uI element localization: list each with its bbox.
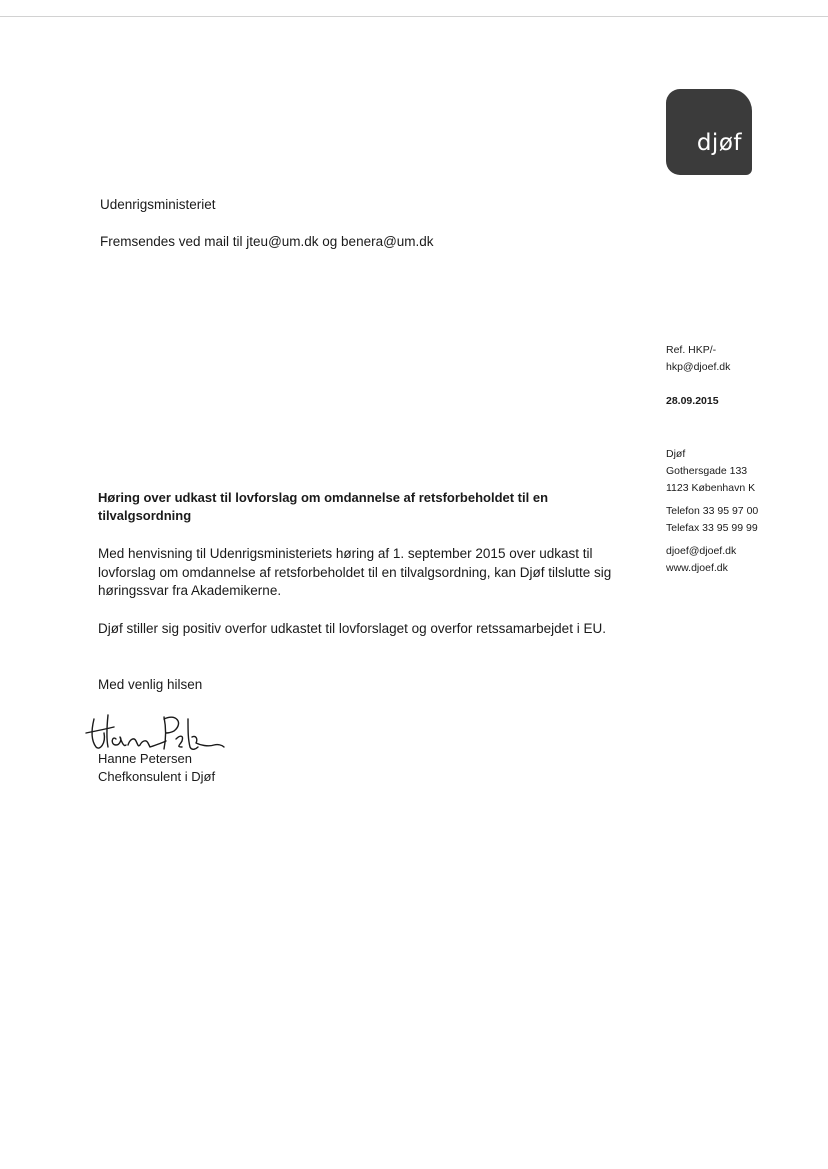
street-address: Gothersgade 133 xyxy=(666,465,748,477)
page-top-rule xyxy=(0,16,828,17)
djoef-logo xyxy=(666,89,752,175)
reference: Ref. HKP/- xyxy=(666,344,717,356)
sent-via-line: Fremsendes ved mail til jteu@um.dk og benera@um.dk xyxy=(100,234,434,249)
fax-number: Telefax 33 95 99 99 xyxy=(666,522,758,534)
reference-email: hkp@djoef.dk xyxy=(666,361,731,373)
sender-info-sidebar xyxy=(666,342,758,577)
letter-date: 28.09.2015 xyxy=(666,395,719,407)
logo-text: djøf xyxy=(696,130,742,156)
signer-title: Chefkonsulent i Djøf xyxy=(98,769,216,784)
phone-number: Telefon 33 95 97 00 xyxy=(666,505,759,517)
closing-greeting: Med venlig hilsen xyxy=(98,677,203,692)
recipient: Udenrigsministeriet xyxy=(100,197,216,212)
website: www.djoef.dk xyxy=(666,562,728,574)
contact-email: djoef@djoef.dk xyxy=(666,545,737,557)
letter-subject: Høring over udkast til lovforslag om omdannelse af retsforbeholdet til en tilvalgsordning xyxy=(98,490,549,523)
body-paragraph: Med henvisning til Udenrigsministeriets høring af 1. september 2015 over udkast til lovforslag om omdannelse af retsforbeholdet til en tilvalgsordning, kan Djøf tilslutte sig høringssvar fra Akademikerne. xyxy=(98,546,612,598)
signer-name: Hanne Petersen xyxy=(98,751,192,766)
city-address: 1123 København K xyxy=(666,482,756,494)
org-name: Djøf xyxy=(666,448,686,460)
body-paragraph: Djøf stiller sig positiv overfor udkastet til lovforslaget og overfor retssamarbejdet i EU. xyxy=(98,621,606,636)
